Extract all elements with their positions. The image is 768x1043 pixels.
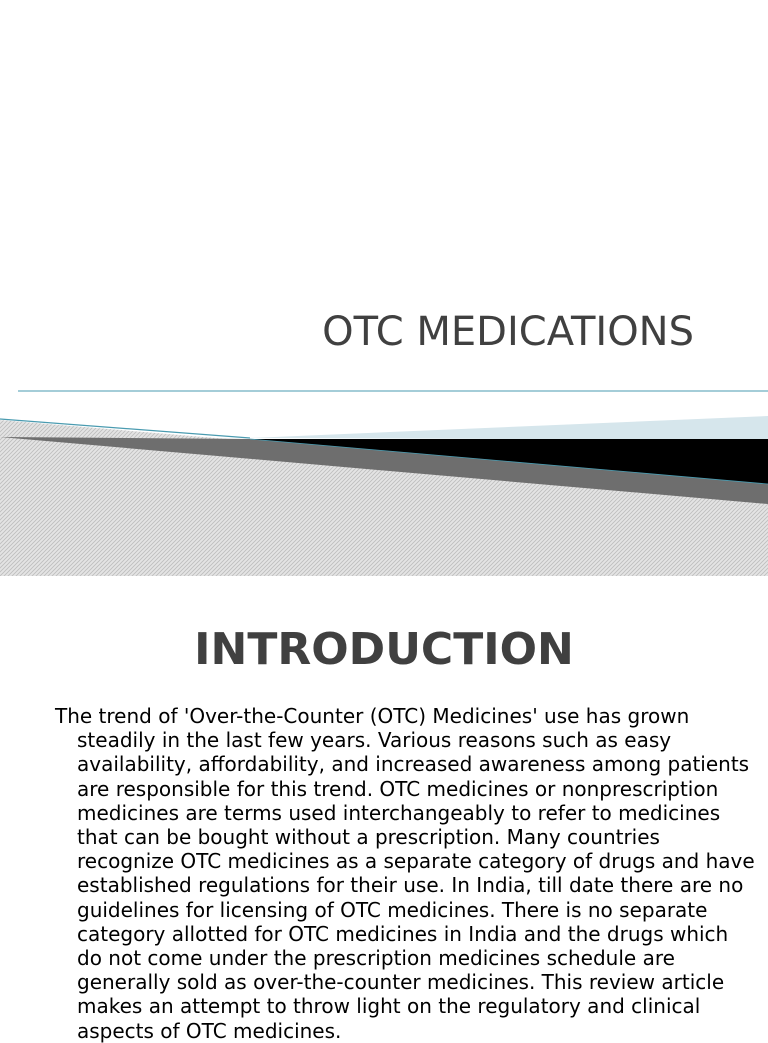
decorative-band-graphic — [0, 380, 768, 576]
introduction-paragraph: The trend of 'Over-the-Counter (OTC) Medicines' use has grown steadily in the last few years. Various reasons such as easy availability, affordability, and increased awareness among patients are responsible for this trend. OTC medicines or nonprescription medicines are terms used interchangeably to refer to medicines that can be bought without a prescription. Many countries recognize OTC medicines as a separate category of drugs and have established regulations for their use. In India, till date there are no guidelines for licensing of OTC medicines. There is no separate category allotted for OTC medicines in India and the drugs which do not come under the prescription medicines schedule are generally sold as over-the-counter medicines. This review article makes an attempt to throw light on the regulatory and clinical aspects of OTC medicines. — [55, 704, 755, 1043]
slide-title: OTC MEDICATIONS — [322, 309, 694, 355]
slide-heading: INTRODUCTION — [194, 624, 574, 675]
light-blue-wedge — [250, 416, 768, 440]
introduction-slide — [0, 576, 768, 1043]
